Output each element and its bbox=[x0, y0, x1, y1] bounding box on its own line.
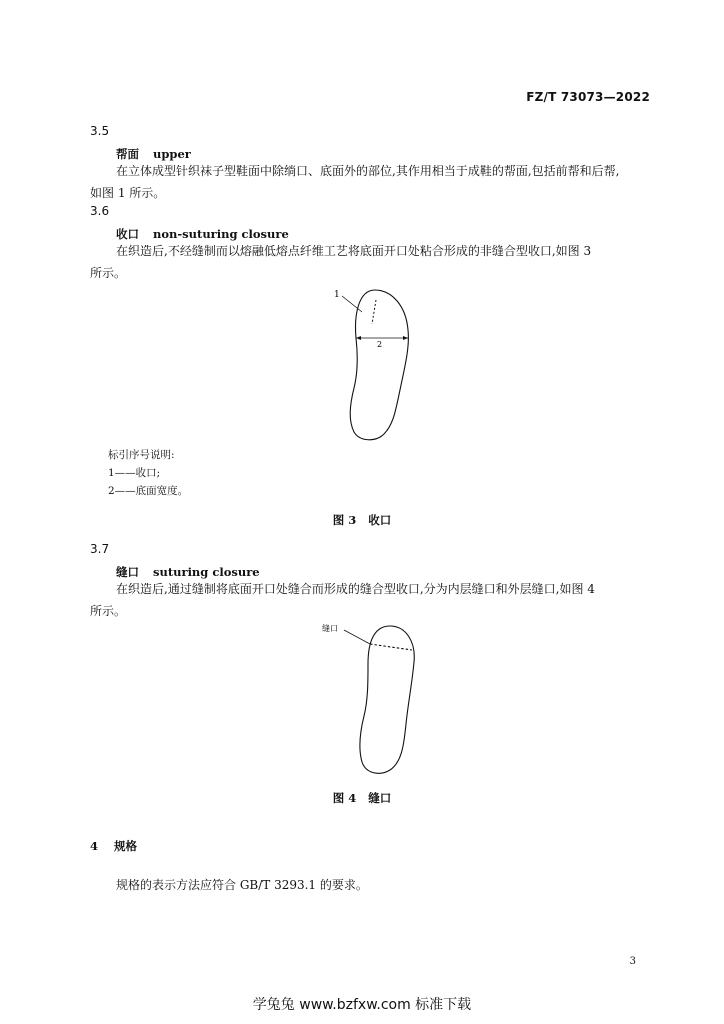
arrow-right-icon bbox=[403, 336, 408, 340]
closure-dashed-line bbox=[372, 300, 376, 324]
section-3-5-number: 3.5 bbox=[90, 124, 110, 138]
arrow-left-icon bbox=[356, 336, 361, 340]
figure-4-caption-number: 图 4 bbox=[332, 791, 357, 805]
figure-3-legend-title: 标引序号说明: bbox=[108, 449, 175, 461]
figure-3-legend-item-2: 2——底面宽度。 bbox=[108, 485, 189, 497]
standard-number: FZ/T 73073—2022 bbox=[526, 90, 650, 104]
figure-3-legend-item-1: 1——收口; bbox=[108, 467, 161, 479]
insole-outline bbox=[350, 290, 408, 440]
seam-dashed-line bbox=[370, 644, 412, 650]
figure-3-caption-text: 收口 bbox=[368, 513, 392, 527]
term-english: suturing closure bbox=[153, 565, 260, 579]
section-3-5-definition-line1: 在立体成型针织袜子型鞋面中除绱口、底面外的部位,其作用相当于成鞋的帮面,包括前帮和后帮, bbox=[116, 164, 620, 178]
page-number: 3 bbox=[629, 956, 636, 967]
section-4-heading bbox=[90, 838, 137, 854]
figure-4-caption bbox=[0, 790, 724, 806]
seam-label-leader-line bbox=[344, 630, 370, 644]
term-english: non-suturing closure bbox=[153, 227, 289, 241]
section-3-5-definition-line2: 如图 1 所示。 bbox=[90, 186, 166, 200]
insole-outline bbox=[360, 626, 414, 773]
figure-3-label-1: 1 bbox=[334, 290, 340, 300]
figure-4-seam-label: 缝口 bbox=[322, 624, 338, 633]
figure-4-insole-diagram bbox=[318, 618, 428, 778]
section-4-number: 4 bbox=[90, 839, 99, 853]
term-english: upper bbox=[153, 147, 191, 161]
figure-3-caption-number: 图 3 bbox=[332, 513, 357, 527]
figure-3-label-2: 2 bbox=[377, 340, 383, 349]
footer-watermark[interactable]: 学兔兔 www.bzfxw.com 标准下载 bbox=[252, 997, 472, 1013]
term-chinese: 帮面 bbox=[116, 147, 139, 161]
term-chinese: 缝口 bbox=[116, 565, 139, 579]
figure-4-caption-text: 缝口 bbox=[368, 791, 392, 805]
section-4-title: 规格 bbox=[114, 839, 138, 853]
figure-3-caption bbox=[0, 512, 724, 528]
section-3-7-number: 3.7 bbox=[90, 542, 110, 556]
section-3-7-definition-line2: 所示。 bbox=[90, 604, 127, 618]
section-3-6-definition-line1: 在织造后,不经缝制而以熔融低熔点纤维工艺将底面开口处粘合形成的非缝合型收口,如图 3 bbox=[116, 244, 592, 258]
figure-3-insole-diagram bbox=[320, 282, 430, 452]
term-chinese: 收口 bbox=[116, 227, 139, 241]
section-3-6-definition-line2: 所示。 bbox=[90, 266, 127, 280]
section-3-6-number: 3.6 bbox=[90, 204, 110, 218]
section-3-7-definition-line1: 在织造后,通过缝制将底面开口处缝合而形成的缝合型收口,分为内层缝口和外层缝口,如图 4 bbox=[116, 582, 595, 596]
section-4-text: 规格的表示方法应符合 GB/T 3293.1 的要求。 bbox=[116, 878, 368, 892]
